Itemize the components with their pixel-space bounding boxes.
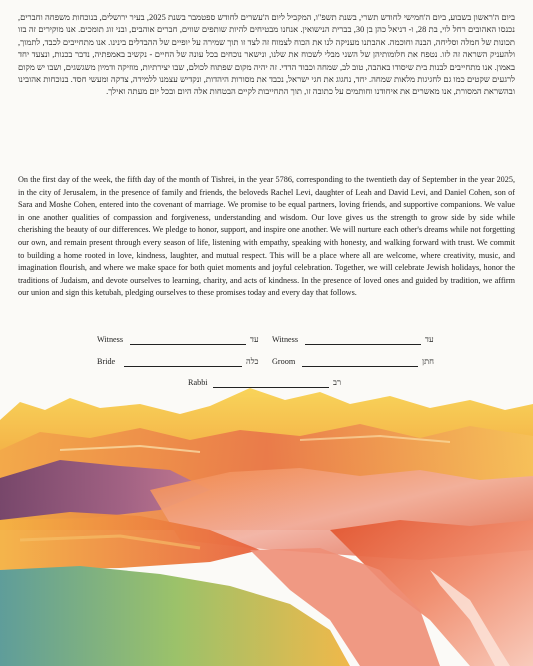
witness-left-signature-line[interactable] (130, 344, 246, 345)
witness-right-signature-line[interactable] (305, 344, 421, 345)
bride-hebrew-label: כלה (246, 357, 259, 366)
witness-right-hebrew-label: עד (425, 335, 434, 344)
rabbi-hebrew-label: רב (333, 378, 341, 387)
witness-left-label: Witness (97, 335, 124, 344)
groom-hebrew-label: חתן (422, 357, 434, 366)
groom-label: Groom (272, 357, 296, 366)
bride-label: Bride (97, 357, 116, 366)
hebrew-text-block: ביום ה'ראשון בשבוע, ביום ה'חמישי לחודש תשרי, בשנת תשפ"ו, המקביל ליום ה'עשרים לחודש ספטמבר בשנת 2025, בעיר ירושלים, בנוכחות משפחה וחברים, נכנסו האהובים רחל לוי, בת 28, ו- דניאל כהן בן 30, בברית הנישואין. אנחנו מבטיחים להיות שותפים שווים, חברים אוהבים, ובני זוג תומכים. אנו מוקירים זה בזו תכונות של חמלה וסליחה, הבנה וחוכמה. אהבתנו מעניקה לנו את הכוח לצמוח זה לצד זו תוך שמירה על יופיים של ההבדלים בינינו. אנו מתחייבים לכבד, לתמוך, ולהעניק השראה זה לזו. נטפח את חלומותיהן של השני מבלי לשכוח את שלנו, ונישאר נוכחים בכל עונה של החיים - נקשיב באמפתיה, נדבר בכנות, ונצעד יחד באמון. אנו מתחייבים לבנות בית שיסודו באהבה, טוב לב, שמחה וכבוד הדדי. זה יהיה מקום שפתוח לכולם, שבו יצירתיות, מוזיקה ודמיון משגשגים, ושבו יש מקום לרגעים שקטים כמו גם לחגיגות מלאות שמחה. יחד, נחגוג את חגי ישראל, נכבד את מסורות היהדות, ונקדיש עצמנו ללמידה, צדקה ומעשי חסד. בנוכחות אהובינו ובהשראת המסורת, אנו מאשרים את איחודנו וחותמים על כתובה זו, תוך התחייבות לקיים הבטחות אלה היום ובכל יום מעתה ואילך. (18, 13, 515, 97)
rabbi-label: Rabbi (188, 378, 208, 387)
bride-signature-line[interactable] (124, 366, 242, 367)
english-text-block: On the first day of the week, the fifth day of the month of Tishrei, in the year 5786, corresponding to the twentieth day of September in the year 2025, in the city of Jerusalem, in the presence of family and friends, the beloveds Rachel Levi, daughter of Leah and David Levi, and Daniel Cohen, son of Sara and Moshe Cohen, entered into the covenant of marriage. We promise to be equal partners, loving friends, and supportive companions. We value in one another qualities of compassion and forgiveness, understanding and wisdom. Our love gives us the strength to grow side by side while cherishing the beauty of our differences. We pledge to honor, support, and inspire one another. We will nurture each other's dreams while not forgetting our own, and remain present through every season of life, listening with empathy, speaking with honesty, and walking forward with trust. We commit to building a home rooted in love, kindness, laughter, and mutual respect. This will be a place where all are welcome, where creativity, music, and imagination flourish, and where we make space for both quiet moments and joyful celebration. Together, we will celebrate Jewish holidays, honor the traditions of Judaism, and devote ourselves to learning, charity, and acts of kindness. In the presence of loved ones and guided by tradition, we affirm our union and sign this ketubah, pledging ourselves to these promises today and every day that follows. (18, 175, 515, 298)
witness-left-hebrew-label: עד (250, 335, 259, 344)
witness-right-label: Witness (272, 335, 299, 344)
watercolor-landscape-illustration (0, 380, 533, 666)
groom-signature-line[interactable] (302, 366, 418, 367)
